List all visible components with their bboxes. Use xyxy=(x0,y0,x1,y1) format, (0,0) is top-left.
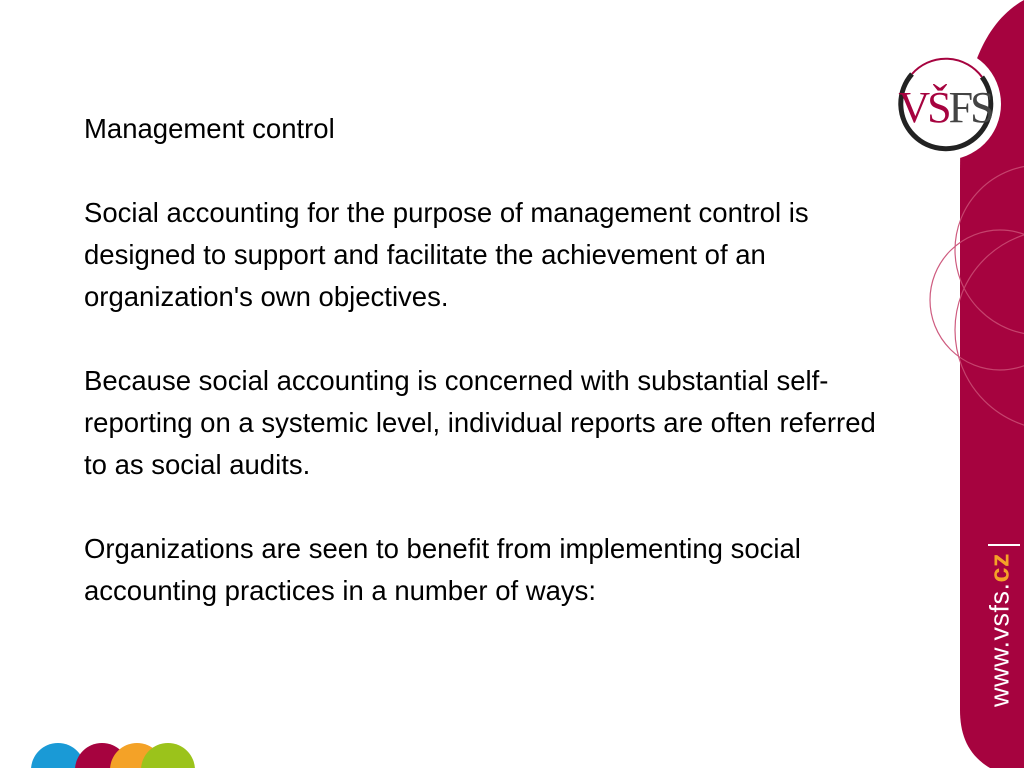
logo-vs-letters: VŠ xyxy=(898,82,949,132)
website-url xyxy=(985,553,1016,707)
paragraph-3: Organizations are seen to benefit from implementing social accounting practices in a number of ways: xyxy=(84,533,801,606)
url-main: www.vsfs. xyxy=(984,582,1015,708)
logo-fs-letters: FS xyxy=(948,82,992,132)
slide-heading: Management control xyxy=(84,113,335,144)
paragraph-2: Because social accounting is concerned with substantial self-reporting on a systemic level, individual reports are often referred to as social audits. xyxy=(84,365,876,480)
logo-letters xyxy=(890,52,1000,162)
url-tld: cz xyxy=(984,552,1015,583)
paragraph-1: Social accounting for the purpose of management control is designed to support and facilitate the achievement of an organization's own objectives. xyxy=(84,197,809,312)
vsfs-logo xyxy=(890,52,1000,162)
slide-body xyxy=(84,108,904,654)
